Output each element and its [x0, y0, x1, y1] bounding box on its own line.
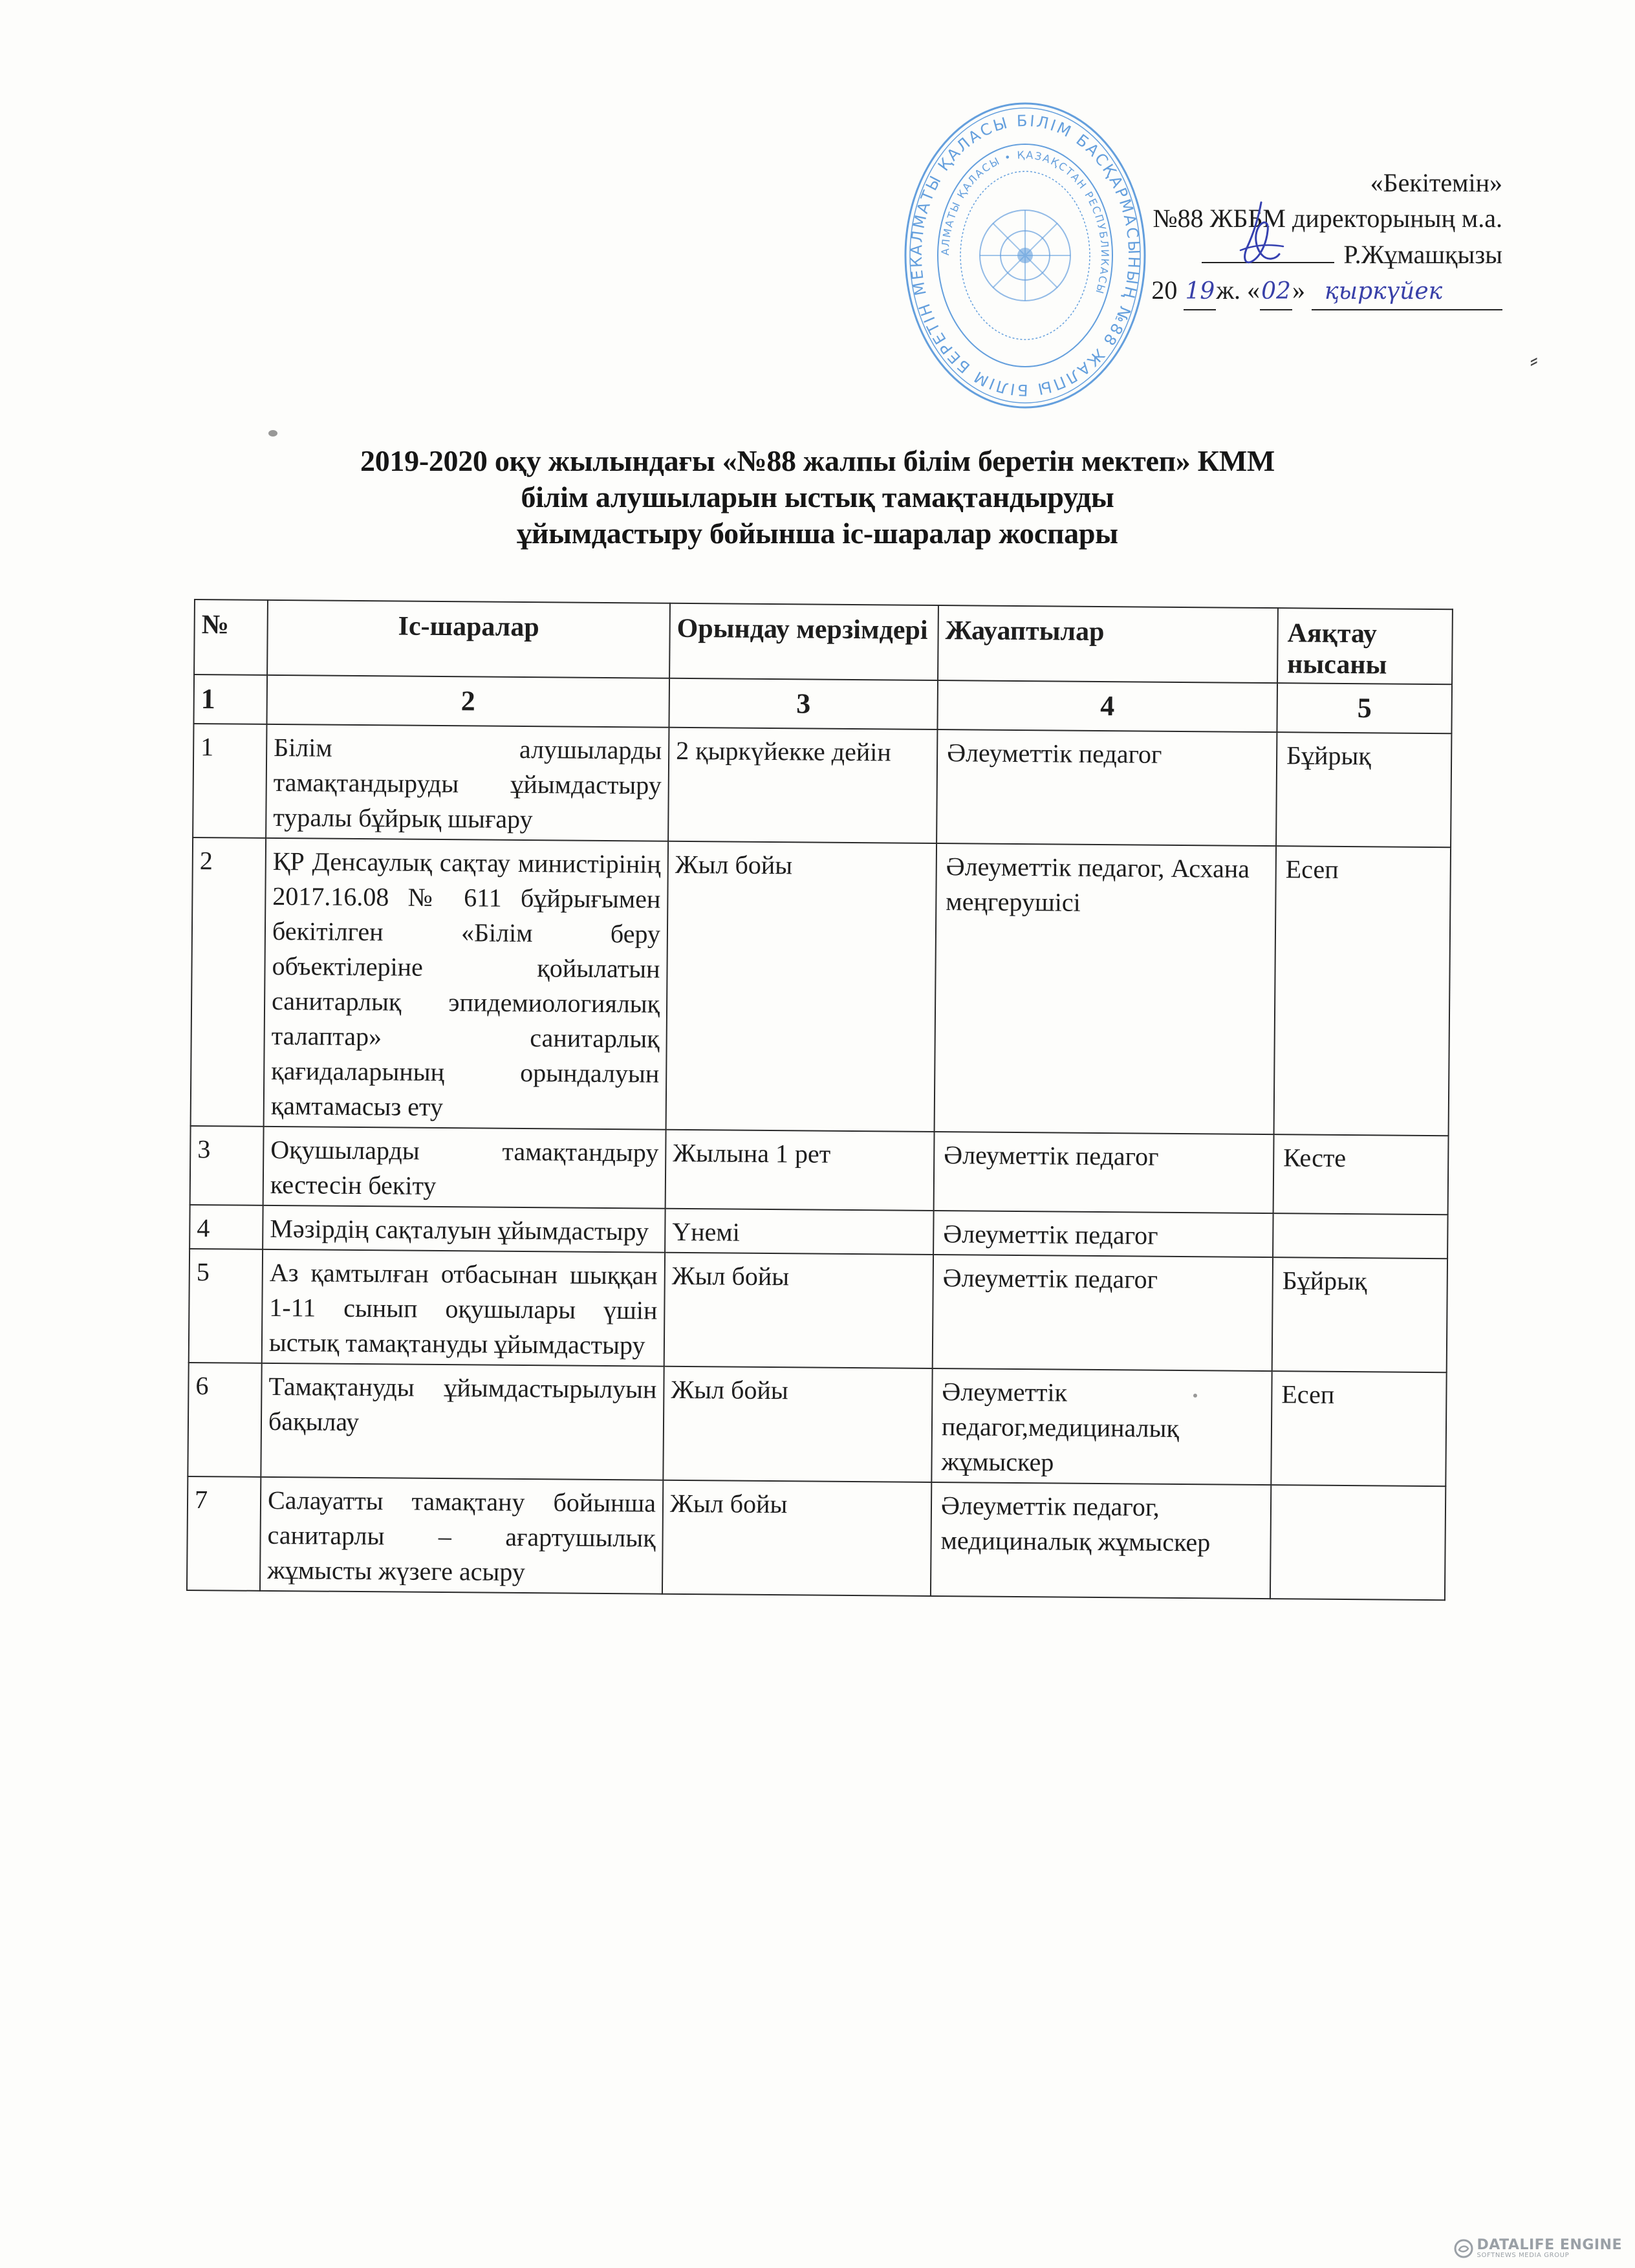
table-row: [191, 837, 1451, 1136]
row-activity: ҚР Денсаулық сақтау министірінің 2017.16.08 № 611 бұйрығымен бекітілген «Білім беру объектілеріне қойылатын санитарлық эпидемиологиялық талаптар» санитарлық қағидаларының орындалуын қамтамасыз ету: [264, 838, 668, 1130]
year-suffix: 19: [1184, 274, 1216, 310]
row-responsible: Әлеуметтік педагог,медициналық жұмыскер: [931, 1368, 1272, 1485]
scan-speck: [268, 430, 277, 437]
row-form: [1273, 1213, 1448, 1258]
approval-day: 02: [1260, 274, 1292, 310]
day-open-quote: «: [1247, 275, 1260, 305]
row-number: 2: [191, 837, 266, 1127]
director-name: Р.Жұмашқызы: [1343, 240, 1502, 269]
row-activity: Аз қамтылған отбасынан шыққан 1-11 сынып оқушылары үшін ыстық тамақтануды ұйымдастыру: [262, 1249, 665, 1366]
datalife-logo-icon: [1454, 2239, 1473, 2258]
row-activity: Оқушыларды тамақтандыру кестесін бекіту: [263, 1127, 666, 1209]
column-number: 5: [1277, 683, 1452, 733]
official-stamp: [902, 97, 1148, 414]
row-term: Үнемі: [665, 1209, 934, 1255]
row-activity: Білім алушыларды тамақтандыруды ұйымдастыру туралы бұйрық шығару: [266, 724, 669, 841]
activities-table: [186, 599, 1453, 1601]
table-row: [188, 1363, 1446, 1486]
header-number: №: [194, 599, 268, 675]
row-form: Бұйрық: [1272, 1257, 1447, 1372]
row-responsible: Әлеуметтік педагог: [933, 1255, 1273, 1371]
row-responsible: Әлеуметтік педагог: [934, 1132, 1274, 1213]
row-number: 3: [190, 1126, 264, 1205]
row-form: Кесте: [1273, 1134, 1449, 1215]
year-prefix: 20: [1151, 275, 1178, 305]
row-responsible: Әлеуметтік педагог, медициналық жұмыскер: [931, 1482, 1271, 1599]
title-line-2: білім алушыларын ыстық тамақтандыруды: [521, 481, 1114, 513]
row-number: 1: [193, 724, 266, 838]
row-term: Жыл бойы: [663, 1366, 932, 1482]
title-line-3: ұйымдастыру бойынша іс-шаралар жоспары: [517, 517, 1118, 550]
row-responsible: Әлеуметтік педагог: [933, 1211, 1273, 1257]
row-responsible: Әлеуметтік педагог: [937, 729, 1277, 846]
row-activity: Тамақтануды ұйымдастырылуын бақылау: [261, 1363, 664, 1480]
table-row: [193, 724, 1451, 847]
row-term: Жыл бойы: [666, 841, 937, 1132]
row-form: Есеп: [1271, 1371, 1446, 1486]
header-term: Орындау мерзімдері: [669, 603, 938, 680]
column-number: 1: [193, 675, 267, 724]
row-form: Бұйрық: [1276, 732, 1451, 847]
row-number: 7: [187, 1476, 261, 1591]
scan-speck: [1193, 1394, 1197, 1398]
document-title: [0, 443, 1635, 552]
table-row: [189, 1249, 1447, 1372]
stamp-outer-text: АЛМАТЫ ҚАЛАСЫ БІЛІМ БАСҚАРМАСЫНЫҢ №88 ЖАЛПЫ БІЛІМ БЕРЕТІН МЕК: [907, 111, 1143, 400]
header-responsible: Жауаптылар: [938, 605, 1278, 683]
handwritten-signature-icon: [1221, 197, 1299, 275]
day-close-quote: »: [1292, 275, 1305, 305]
row-activity: Мәзірдің сақталуын ұйымдастыру: [263, 1205, 666, 1253]
title-line-1: 2019-2020 оқу жылындағы «№88 жалпы білім беретін мектеп» КММ: [360, 444, 1275, 477]
approval-block: [1151, 165, 1502, 310]
approval-date: [1151, 272, 1502, 310]
column-number: 2: [266, 675, 669, 728]
row-number: 5: [189, 1249, 263, 1363]
column-number: 4: [937, 680, 1277, 732]
row-term: Жылына 1 рет: [666, 1130, 935, 1211]
header-completion-form: Аяқтау нысаны: [1277, 608, 1453, 684]
table-header-row: [194, 599, 1453, 684]
column-number: 3: [669, 678, 938, 729]
row-term: Жыл бойы: [662, 1480, 931, 1596]
row-number: 6: [188, 1363, 261, 1477]
row-responsible: Әлеуметтік педагог, Асхана меңгерушісі: [935, 843, 1276, 1134]
signature-blank: [1202, 236, 1334, 263]
stamp-inner-text: АЛМАТЫ ҚАЛАСЫ • ҚАЗАҚСТАН РЕСПУБЛИКАСЫ: [938, 148, 1112, 297]
approval-heading: «Бекітемін»: [1370, 168, 1502, 197]
row-form: Есеп: [1274, 846, 1451, 1136]
watermark-subtitle: SOFTNEWS MEDIA GROUP: [1477, 2252, 1570, 2259]
row-term: 2 қыркүйекке дейін: [668, 728, 937, 843]
header-activities: Іс-шаралар: [267, 600, 670, 678]
approval-month: қыркүйек: [1312, 274, 1502, 310]
row-term: Жыл бойы: [664, 1253, 933, 1368]
table-row: [190, 1126, 1449, 1215]
year-word: ж.: [1216, 275, 1240, 305]
datalife-watermark: [1454, 2238, 1622, 2259]
approval-position: №88 ЖББМ директорының м.а.: [1153, 204, 1502, 233]
row-form: [1270, 1485, 1446, 1600]
stamp-seal-icon: [902, 97, 1148, 414]
approval-signature-line: [1151, 236, 1502, 272]
row-number: 4: [189, 1205, 263, 1249]
table-row: [187, 1476, 1446, 1600]
watermark-title: DATALIFE ENGINE: [1477, 2237, 1622, 2253]
row-activity: Салауатты тамақтану бойынша санитарлы – ағартушылық жұмысты жүзеге асыру: [260, 1477, 663, 1594]
pen-mark-icon: ⸗: [1530, 347, 1538, 374]
